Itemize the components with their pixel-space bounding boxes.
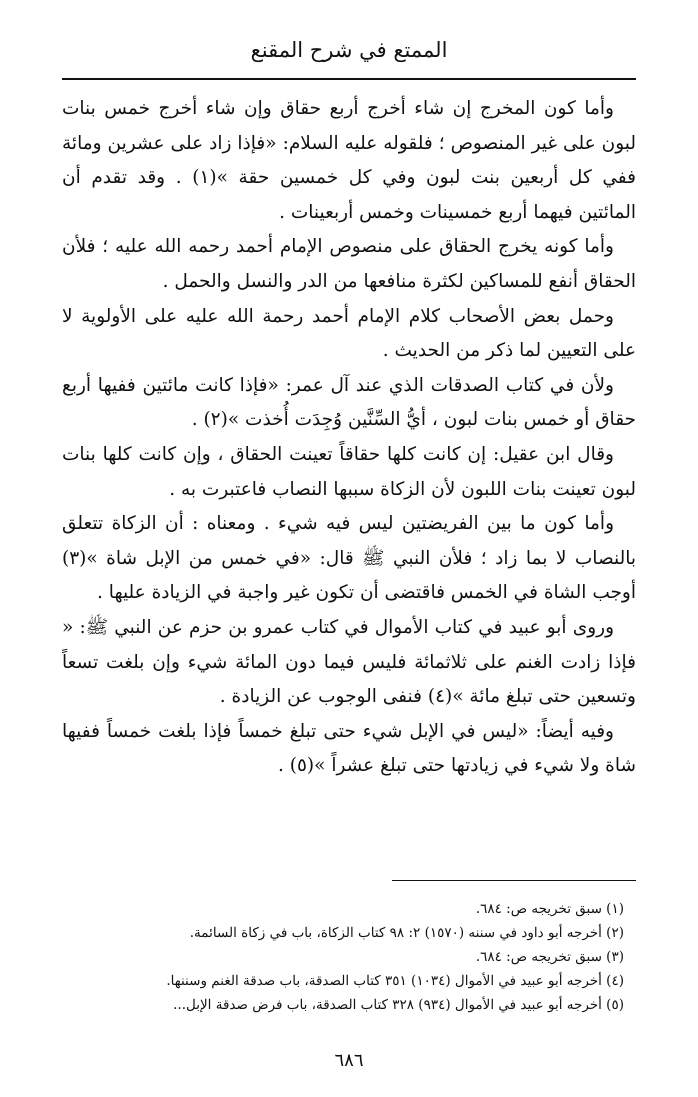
- footnote: (١) سبق تخريجه ص: ٦٨٤.: [475, 901, 624, 917]
- paragraph: وروى أبو عبيد في كتاب الأموال في كتاب عمرو بن حزم عن النبي ﷺ: « فإذا زادت الغنم على ثلاثمائة فليس فيما دون المائة شيء وإن بلغت تسعاً وتسعين حتى تبلغ مائة »(٤) فنفى الوجوب عن الزيادة .: [62, 616, 636, 708]
- paragraph: وأما كونه يخرج الحقاق على منصوص الإمام أحمد رحمه الله عليه ؛ فلأن الحقاق أنفع للمساكين لكثرة منافعها من الدر والنسل والحمل .: [62, 236, 636, 292]
- footnote: (٣) سبق تخريجه ص: ٦٨٤.: [475, 949, 624, 965]
- footnotes: [62, 897, 636, 1017]
- paragraph: وحمل بعض الأصحاب كلام الإمام أحمد رحمة الله عليه على الأولوية لا على التعيين لما ذكر من الحديث .: [62, 305, 636, 362]
- main-text: [62, 92, 636, 784]
- paragraph: وأما كون المخرج إن شاء أخرج أربع حقاق وإن شاء أخرج خمس بنات لبون على غير المنصوص ؛ فلقوله عليه السلام: «فإذا زاد على عشرين ومائة ففي كل أربعين بنت لبون وفي كل خمسين حقة »(١) . وقد تقدم أن المائتين فيهما أربع خمسينات وخمس أربعينات .: [62, 98, 636, 223]
- paragraph: وقال ابن عقيل: إن كانت كلها حقاقاً تعينت الحقاق ، وإن كانت كلها بنات لبون تعينت بنات اللبون لأن الزكاة سببها النصاب فاعتبرت به .: [62, 443, 636, 500]
- footnote: (٤) أخرجه أبو عبيد في الأموال (١٠٣٤) ٣٥١ كتاب الصدقة، باب صدقة الغنم وسننها.: [166, 973, 624, 989]
- paragraph: ولأن في كتاب الصدقات الذي عند آل عمر: «فإذا كانت مائتين ففيها أربع حقاق أو خمس بنات لبون ، أيُّ السِّنَّين وُجِدَت أُخذت »(٢) .: [62, 374, 636, 431]
- paragraph: وأما كون ما بين الفريضتين ليس فيه شيء . ومعناه : أن الزكاة تتعلق بالنصاب لا بما زاد ؛ فلأن النبي ﷺ قال: «في خمس من الإبل شاة »(٣) أوجب الشاة في الخمس فاقتضى أن تكون غير واجبة في الزيادة عليها .: [62, 513, 636, 604]
- footnote: (٥) أخرجه أبو عبيد في الأموال (٩٣٤) ٣٢٨ كتاب الصدقة، باب فرض صدقة الإبل...: [173, 997, 624, 1013]
- header-divider: [62, 78, 636, 80]
- running-header-title: الممتع في شرح المقنع: [250, 38, 448, 62]
- footnote: (٢) أخرجه أبو داود في سننه (١٥٧٠) ٢: ٩٨ كتاب الزكاة، باب في زكاة السائمة.: [189, 925, 624, 941]
- page-number: ٦٨٦: [334, 1050, 364, 1071]
- footnote-divider: [392, 880, 636, 881]
- paragraph: وفيه أيضاً: «ليس في الإبل شيء حتى تبلغ خمساً فإذا بلغت خمساً ففيها شاة ولا شيء في زيادتها حتى تبلغ عشراً »(٥) .: [62, 720, 636, 777]
